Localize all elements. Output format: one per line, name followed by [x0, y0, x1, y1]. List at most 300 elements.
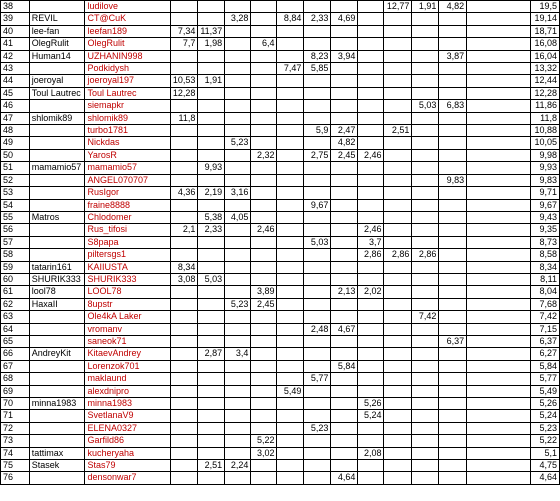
rank-cell: 64	[1, 323, 30, 335]
nickname-cell: 8upstr	[85, 298, 170, 310]
score-cell	[331, 398, 358, 410]
score-cell	[225, 373, 251, 385]
total-cell: 5,24	[531, 410, 560, 422]
total-cell: 8,11	[531, 273, 560, 285]
score-cell	[277, 261, 304, 273]
score-cell	[467, 1, 531, 13]
score-cell	[384, 447, 412, 459]
score-cell	[277, 422, 304, 434]
score-cell	[358, 348, 384, 360]
score-cell	[277, 1, 304, 13]
score-cell: 7,7	[170, 38, 198, 50]
total-cell: 18,71	[531, 25, 560, 37]
score-cell	[358, 1, 384, 13]
nickname-cell: fraine8888	[85, 199, 170, 211]
total-cell: 8,34	[531, 261, 560, 273]
login-cell: Human14	[29, 50, 85, 62]
score-cell	[384, 112, 412, 124]
total-cell: 9,35	[531, 224, 560, 236]
score-cell	[467, 249, 531, 261]
score-cell	[439, 373, 467, 385]
score-cell	[384, 162, 412, 174]
table-row	[1, 162, 560, 174]
score-cell	[277, 125, 304, 137]
score-cell	[251, 273, 277, 285]
login-cell	[29, 137, 85, 149]
score-cell	[251, 211, 277, 223]
score-cell: 2,48	[304, 323, 331, 335]
score-cell	[439, 224, 467, 236]
score-cell	[170, 447, 198, 459]
score-cell	[304, 335, 331, 347]
score-cell	[412, 162, 439, 174]
score-cell	[467, 422, 531, 434]
score-cell	[384, 435, 412, 447]
score-cell	[198, 236, 225, 248]
login-cell: mamamio57	[29, 162, 85, 174]
rank-cell: 58	[1, 249, 30, 261]
score-cell: 2,02	[358, 286, 384, 298]
rank-cell: 53	[1, 187, 30, 199]
score-cell: 6,37	[439, 335, 467, 347]
score-cell	[439, 273, 467, 285]
score-cell	[358, 298, 384, 310]
score-cell	[277, 75, 304, 87]
score-cell	[198, 149, 225, 161]
score-cell	[225, 273, 251, 285]
score-cell	[384, 286, 412, 298]
rank-cell: 49	[1, 137, 30, 149]
total-cell: 19,5	[531, 1, 560, 13]
score-cell	[384, 63, 412, 75]
score-cell: 12,28	[170, 87, 198, 99]
score-cell: 4,82	[439, 1, 467, 13]
score-cell	[170, 298, 198, 310]
total-cell: 11,86	[531, 100, 560, 112]
score-cell	[170, 13, 198, 25]
score-cell	[439, 311, 467, 323]
total-cell: 10,05	[531, 137, 560, 149]
score-cell	[331, 261, 358, 273]
score-cell: 2,87	[198, 348, 225, 360]
score-cell	[198, 435, 225, 447]
score-cell	[439, 187, 467, 199]
score-cell	[225, 422, 251, 434]
score-cell	[412, 187, 439, 199]
score-cell	[198, 249, 225, 261]
table-row	[1, 472, 560, 484]
score-cell	[277, 211, 304, 223]
score-cell	[198, 199, 225, 211]
score-cell: 5,23	[304, 422, 331, 434]
score-cell	[277, 273, 304, 285]
login-cell	[29, 249, 85, 261]
score-cell	[170, 422, 198, 434]
score-cell	[225, 385, 251, 397]
score-cell	[198, 87, 225, 99]
score-cell	[331, 25, 358, 37]
rank-cell: 44	[1, 75, 30, 87]
score-cell	[412, 224, 439, 236]
score-cell	[251, 323, 277, 335]
score-cell	[277, 460, 304, 472]
score-cell	[198, 410, 225, 422]
total-cell: 4,75	[531, 460, 560, 472]
score-cell	[358, 211, 384, 223]
score-cell	[170, 249, 198, 261]
score-cell	[412, 298, 439, 310]
score-cell: 2,51	[198, 460, 225, 472]
score-cell	[198, 112, 225, 124]
nickname-cell: turbo1781	[85, 125, 170, 137]
score-cell	[439, 360, 467, 372]
nickname-cell: Chlodomer	[85, 211, 170, 223]
score-cell	[331, 273, 358, 285]
score-cell	[439, 211, 467, 223]
score-cell	[331, 162, 358, 174]
table-row	[1, 335, 560, 347]
score-cell	[384, 187, 412, 199]
score-cell: 3,16	[225, 187, 251, 199]
score-cell	[304, 447, 331, 459]
score-cell	[225, 87, 251, 99]
score-cell	[358, 100, 384, 112]
login-cell	[29, 373, 85, 385]
total-cell: 9,83	[531, 174, 560, 186]
score-cell	[251, 261, 277, 273]
score-cell	[358, 373, 384, 385]
score-cell	[277, 224, 304, 236]
score-cell	[304, 38, 331, 50]
score-cell	[251, 1, 277, 13]
score-cell	[251, 63, 277, 75]
score-cell	[467, 75, 531, 87]
total-cell: 11,8	[531, 112, 560, 124]
nickname-cell: alexdnipro	[85, 385, 170, 397]
score-cell	[277, 87, 304, 99]
score-cell	[439, 298, 467, 310]
score-cell	[251, 100, 277, 112]
score-cell	[439, 13, 467, 25]
score-cell	[467, 410, 531, 422]
rank-cell: 74	[1, 447, 30, 459]
score-cell: 5,23	[225, 298, 251, 310]
score-cell	[251, 50, 277, 62]
score-cell: 11,37	[198, 25, 225, 37]
score-cell	[467, 100, 531, 112]
nickname-cell: LOOL78	[85, 286, 170, 298]
score-cell	[358, 323, 384, 335]
score-cell: 4,82	[331, 137, 358, 149]
total-cell: 19,14	[531, 13, 560, 25]
score-cell	[439, 261, 467, 273]
score-cell	[412, 360, 439, 372]
nickname-cell: YarosR	[85, 149, 170, 161]
score-cell	[467, 50, 531, 62]
score-cell: 11,8	[170, 112, 198, 124]
score-cell	[277, 472, 304, 484]
score-cell	[384, 273, 412, 285]
score-cell: 2,51	[384, 125, 412, 137]
login-cell	[29, 187, 85, 199]
score-cell	[439, 323, 467, 335]
nickname-cell: joeroyal197	[85, 75, 170, 87]
score-cell: 1,91	[198, 75, 225, 87]
score-cell	[467, 298, 531, 310]
rank-cell: 54	[1, 199, 30, 211]
score-cell	[467, 13, 531, 25]
total-cell: 7,42	[531, 311, 560, 323]
score-cell	[412, 348, 439, 360]
nickname-cell: Toul Lautrec	[85, 87, 170, 99]
score-cell	[412, 75, 439, 87]
total-cell: 5,26	[531, 398, 560, 410]
nickname-cell: KAIIUSTA	[85, 261, 170, 273]
table-row	[1, 63, 560, 75]
score-cell	[225, 100, 251, 112]
score-cell: 4,36	[170, 187, 198, 199]
score-cell	[225, 323, 251, 335]
score-cell	[439, 286, 467, 298]
score-cell	[412, 472, 439, 484]
score-cell	[439, 385, 467, 397]
table-row	[1, 224, 560, 236]
score-cell	[331, 435, 358, 447]
score-cell	[170, 174, 198, 186]
login-cell: REVIL	[29, 13, 85, 25]
table-row	[1, 13, 560, 25]
score-cell	[225, 286, 251, 298]
rank-cell: 55	[1, 211, 30, 223]
table-row	[1, 38, 560, 50]
table-row	[1, 373, 560, 385]
score-cell	[198, 385, 225, 397]
login-cell: joeroyal	[29, 75, 85, 87]
login-cell: HaxaII	[29, 298, 85, 310]
score-cell	[467, 286, 531, 298]
score-cell	[225, 1, 251, 13]
nickname-cell: UZHANIN998	[85, 50, 170, 62]
score-cell	[439, 75, 467, 87]
rank-cell: 66	[1, 348, 30, 360]
nickname-cell: vromanv	[85, 323, 170, 335]
table-row	[1, 100, 560, 112]
score-cell	[170, 137, 198, 149]
score-cell	[198, 13, 225, 25]
nickname-cell: kucheryaha	[85, 447, 170, 459]
score-cell: 2,32	[251, 149, 277, 161]
login-cell: Matros	[29, 211, 85, 223]
score-cell: 5,26	[358, 398, 384, 410]
total-cell: 5,1	[531, 447, 560, 459]
score-cell: 4,05	[225, 211, 251, 223]
table-row	[1, 25, 560, 37]
score-cell	[439, 38, 467, 50]
score-cell	[225, 398, 251, 410]
nickname-cell: SHURIK333	[85, 273, 170, 285]
score-cell	[251, 410, 277, 422]
score-cell	[277, 199, 304, 211]
score-cell	[358, 125, 384, 137]
rank-cell: 72	[1, 422, 30, 434]
rank-cell: 39	[1, 13, 30, 25]
score-cell: 2,08	[358, 447, 384, 459]
score-cell	[251, 373, 277, 385]
score-cell: 3,02	[251, 447, 277, 459]
nickname-cell: ludilove	[85, 1, 170, 13]
score-cell	[331, 373, 358, 385]
score-cell	[277, 323, 304, 335]
score-cell	[467, 385, 531, 397]
score-cell: 1,91	[412, 1, 439, 13]
score-cell	[251, 162, 277, 174]
score-cell	[331, 422, 358, 434]
score-cell	[384, 472, 412, 484]
score-cell	[277, 50, 304, 62]
score-cell: 3,08	[170, 273, 198, 285]
score-cell: 2,19	[198, 187, 225, 199]
score-cell	[198, 50, 225, 62]
score-cell	[170, 211, 198, 223]
table-row	[1, 125, 560, 137]
score-cell	[251, 236, 277, 248]
score-cell	[304, 360, 331, 372]
score-cell: 4,67	[331, 323, 358, 335]
table-row	[1, 112, 560, 124]
score-cell: 3,87	[439, 50, 467, 62]
score-cell	[358, 112, 384, 124]
score-cell	[225, 199, 251, 211]
score-cell	[467, 373, 531, 385]
score-cell	[304, 273, 331, 285]
score-cell	[251, 335, 277, 347]
total-cell: 7,15	[531, 323, 560, 335]
score-cell	[384, 38, 412, 50]
score-cell	[384, 100, 412, 112]
rank-cell: 41	[1, 38, 30, 50]
nickname-cell: shlomik89	[85, 112, 170, 124]
rank-cell: 47	[1, 112, 30, 124]
login-cell	[29, 311, 85, 323]
score-cell	[304, 286, 331, 298]
score-cell	[225, 360, 251, 372]
score-cell: 6,83	[439, 100, 467, 112]
score-cell	[170, 385, 198, 397]
score-cell	[304, 348, 331, 360]
score-cell: 7,47	[277, 63, 304, 75]
rank-cell: 51	[1, 162, 30, 174]
login-cell: Toul Lautrec	[29, 87, 85, 99]
login-cell	[29, 323, 85, 335]
score-cell	[467, 174, 531, 186]
table-row	[1, 236, 560, 248]
score-cell	[412, 149, 439, 161]
login-cell	[29, 385, 85, 397]
score-cell	[251, 112, 277, 124]
score-cell	[225, 50, 251, 62]
score-cell	[331, 1, 358, 13]
score-cell	[170, 50, 198, 62]
table-row	[1, 1, 560, 13]
score-cell	[467, 199, 531, 211]
score-cell	[304, 75, 331, 87]
score-cell	[251, 174, 277, 186]
score-cell	[331, 236, 358, 248]
score-cell: 5,24	[358, 410, 384, 422]
score-cell	[277, 112, 304, 124]
score-cell	[225, 63, 251, 75]
rank-cell: 69	[1, 385, 30, 397]
score-cell	[251, 460, 277, 472]
login-cell: lool78	[29, 286, 85, 298]
rank-cell: 46	[1, 100, 30, 112]
score-cell	[170, 286, 198, 298]
total-cell: 7,68	[531, 298, 560, 310]
score-cell	[331, 410, 358, 422]
score-cell	[225, 112, 251, 124]
score-cell: 5,77	[304, 373, 331, 385]
score-cell: 9,83	[439, 174, 467, 186]
total-cell: 8,73	[531, 236, 560, 248]
score-cell	[304, 100, 331, 112]
score-cell	[225, 174, 251, 186]
score-cell	[384, 385, 412, 397]
score-cell: 2,33	[304, 13, 331, 25]
score-cell: 2,86	[384, 249, 412, 261]
total-cell: 5,22	[531, 435, 560, 447]
score-cell	[225, 335, 251, 347]
score-cell	[170, 435, 198, 447]
score-cell	[439, 137, 467, 149]
table-row	[1, 447, 560, 459]
score-cell	[467, 211, 531, 223]
score-cell	[304, 472, 331, 484]
rank-cell: 40	[1, 25, 30, 37]
score-cell	[225, 38, 251, 50]
nickname-cell: SvetlanaV9	[85, 410, 170, 422]
table-row	[1, 50, 560, 62]
table-row	[1, 385, 560, 397]
score-cell	[412, 422, 439, 434]
nickname-cell: Podkidysh	[85, 63, 170, 75]
ranking-table-body	[1, 1, 560, 485]
score-cell	[170, 373, 198, 385]
score-cell: 4,69	[331, 13, 358, 25]
score-cell: 5,03	[412, 100, 439, 112]
total-cell: 9,71	[531, 187, 560, 199]
score-cell	[251, 385, 277, 397]
score-cell	[384, 311, 412, 323]
score-cell	[358, 87, 384, 99]
score-cell	[198, 174, 225, 186]
score-cell	[304, 137, 331, 149]
rank-cell: 68	[1, 373, 30, 385]
score-cell	[277, 435, 304, 447]
score-cell: 9,67	[304, 199, 331, 211]
table-row	[1, 398, 560, 410]
nickname-cell: OlegRulit	[85, 38, 170, 50]
score-cell: 5,9	[304, 125, 331, 137]
score-cell	[251, 422, 277, 434]
score-cell	[251, 249, 277, 261]
score-cell	[467, 87, 531, 99]
score-cell	[331, 63, 358, 75]
score-cell	[439, 398, 467, 410]
score-cell	[384, 460, 412, 472]
score-cell	[384, 335, 412, 347]
score-cell	[384, 398, 412, 410]
score-cell	[467, 335, 531, 347]
